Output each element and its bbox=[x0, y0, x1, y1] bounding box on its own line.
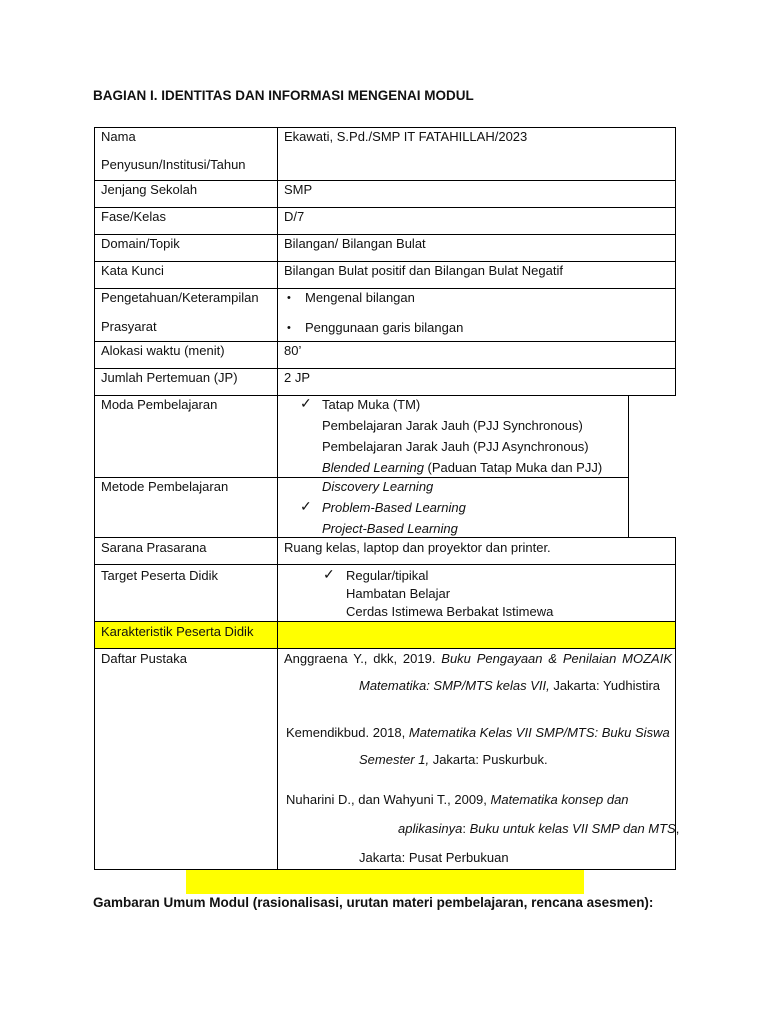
prasyarat-item: Penggunaan garis bilangan bbox=[305, 320, 464, 335]
value-fase: D/7 bbox=[284, 209, 305, 224]
bullet-icon: • bbox=[287, 322, 291, 334]
value-alokasi: 80’ bbox=[284, 343, 302, 358]
moda-option: Blended Learning (Paduan Tatap Muka dan PJJ) bbox=[322, 460, 603, 475]
value-jumlah: 2 JP bbox=[284, 370, 311, 385]
reference-3-line-2: aplikasinya: Buku untuk kelas VII SMP dan MTS, bbox=[398, 821, 680, 836]
label-kata-kunci: Kata Kunci bbox=[101, 263, 164, 278]
value-jenjang: SMP bbox=[284, 182, 313, 197]
target-option: Hambatan Belajar bbox=[346, 586, 451, 601]
label-nama: Nama bbox=[101, 129, 136, 144]
metode-option: Project-Based Learning bbox=[322, 521, 458, 536]
section-title: BAGIAN I. IDENTITAS DAN INFORMASI MENGENAI MODUL bbox=[93, 88, 474, 103]
target-option: Cerdas Istimewa Berbakat Istimewa bbox=[346, 604, 554, 619]
value-kata-kunci: Bilangan Bulat positif dan Bilangan Bulat Negatif bbox=[284, 263, 563, 278]
footer-heading: Gambaran Umum Modul (rasionalisasi, urutan materi pembelajaran, rencana asesmen): bbox=[93, 895, 654, 910]
target-option: Regular/tipikal bbox=[346, 568, 429, 583]
label-prasyarat: Prasyarat bbox=[101, 319, 157, 334]
label-karakteristik: Karakteristik Peserta Didik bbox=[101, 624, 254, 639]
metode-option: Discovery Learning bbox=[322, 479, 434, 494]
checkmark-icon: ✓ bbox=[323, 566, 335, 582]
reference-3-line-3: Jakarta: Pusat Perbukuan bbox=[359, 850, 509, 865]
label-pengetahuan: Pengetahuan/Keterampilan bbox=[101, 290, 259, 305]
moda-option: Tatap Muka (TM) bbox=[322, 397, 421, 412]
checkmark-icon: ✓ bbox=[300, 395, 312, 411]
label-target: Target Peserta Didik bbox=[101, 568, 219, 583]
label-domain: Domain/Topik bbox=[101, 236, 180, 251]
reference-2-line-1: Kemendikbud. 2018, Matematika Kelas VII SMP/MTS: Buku Siswa bbox=[286, 725, 670, 740]
label-metode: Metode Pembelajaran bbox=[101, 479, 229, 494]
label-sarana: Sarana Prasarana bbox=[101, 540, 207, 555]
metode-option: Problem-Based Learning bbox=[322, 500, 466, 515]
checkmark-icon: ✓ bbox=[300, 498, 312, 514]
value-penyusun: Ekawati, S.Pd./SMP IT FATAHILLAH/2023 bbox=[284, 129, 528, 144]
label-jumlah: Jumlah Pertemuan (JP) bbox=[101, 370, 238, 385]
value-sarana: Ruang kelas, laptop dan proyektor dan printer. bbox=[284, 540, 551, 555]
reference-1-line-2: Matematika: SMP/MTS kelas VII, Jakarta: Yudhistira bbox=[359, 678, 661, 693]
reference-2-line-2: Semester 1, Jakarta: Puskurbuk. bbox=[359, 752, 548, 767]
label-alokasi: Alokasi waktu (menit) bbox=[101, 343, 225, 358]
prasyarat-item: Mengenal bilangan bbox=[305, 290, 415, 305]
value-domain: Bilangan/ Bilangan Bulat bbox=[284, 236, 426, 251]
bullet-icon: • bbox=[287, 292, 291, 304]
label-pustaka: Daftar Pustaka bbox=[101, 651, 187, 666]
moda-option: Pembelajaran Jarak Jauh (PJJ Synchronous) bbox=[322, 418, 583, 433]
label-jenjang: Jenjang Sekolah bbox=[101, 182, 198, 197]
label-moda: Moda Pembelajaran bbox=[101, 397, 218, 412]
footer-highlight bbox=[186, 869, 584, 894]
reference-3-line-1: Nuharini D., dan Wahyuni T., 2009, Matematika konsep dan bbox=[286, 792, 629, 807]
reference-1-line-1: Anggraena Y., dkk, 2019. Buku Pengayaan & Penilaian MOZAIK bbox=[284, 651, 672, 666]
label-fase: Fase/Kelas bbox=[101, 209, 167, 224]
label-penyusun: Penyusun/Institusi/Tahun bbox=[101, 157, 246, 172]
moda-option: Pembelajaran Jarak Jauh (PJJ Asynchronous) bbox=[322, 439, 589, 454]
